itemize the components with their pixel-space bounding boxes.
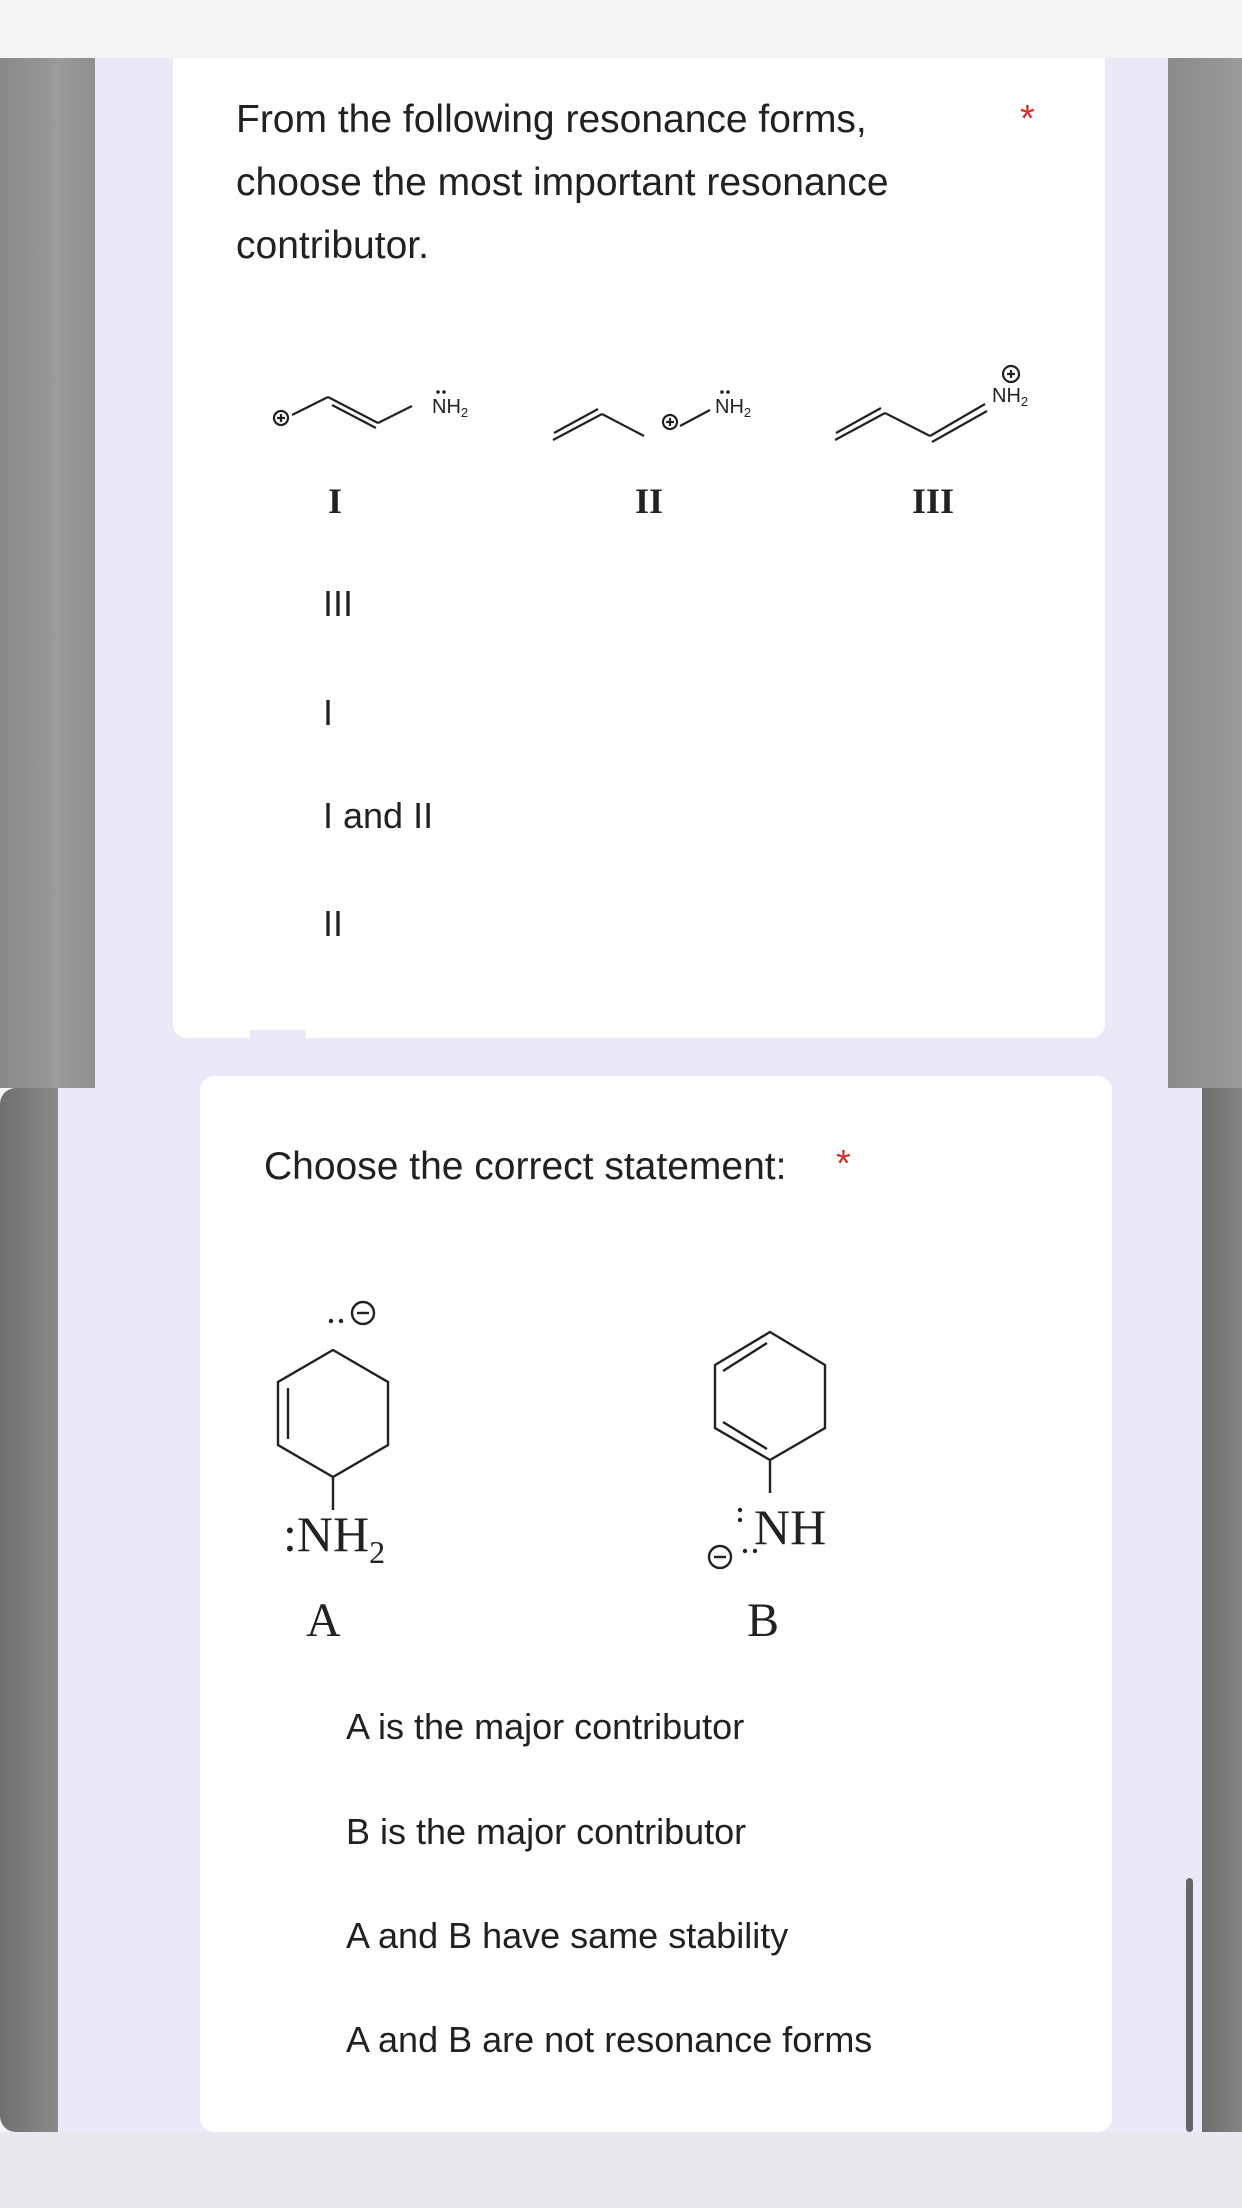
question-1-text-line-2: choose the most important resonance xyxy=(236,161,889,204)
structure-ii xyxy=(553,409,710,440)
structure-label-i: I xyxy=(328,481,343,521)
right-gutter xyxy=(1202,1088,1242,2132)
structure-label-a: A xyxy=(306,1594,341,1647)
question-2-text: Choose the correct statement: xyxy=(264,1145,787,1188)
q1-option-ii[interactable]: II xyxy=(323,903,344,944)
left-gutter xyxy=(0,1088,58,2132)
structure-a-ring xyxy=(278,1302,388,1510)
question-1-text-line-1: From the following resonance forms, xyxy=(236,98,867,141)
required-asterisk: * xyxy=(1020,98,1035,140)
q2-option-not-resonance[interactable]: A and B are not resonance forms xyxy=(346,2019,873,2060)
q1-option-i-and-ii[interactable]: I and II xyxy=(323,795,434,836)
structure-a-subscript: 2 xyxy=(369,1534,386,1570)
nh2-label-i: $NH_2$ xyxy=(432,396,469,420)
nh2-label-ii: $NH_2$ xyxy=(715,396,752,420)
structure-i xyxy=(274,397,412,428)
q1-option-i[interactable]: I xyxy=(323,692,334,733)
bottom-strip xyxy=(0,2132,1242,2208)
required-asterisk: * xyxy=(836,1143,851,1185)
nh2-label-iii: $NH_2$ xyxy=(992,385,1029,409)
q1-option-iii[interactable]: III xyxy=(323,583,354,624)
right-gutter xyxy=(1168,58,1242,1088)
scrollbar[interactable] xyxy=(1186,1878,1193,2132)
structure-b-amine: NH xyxy=(754,1499,827,1555)
structure-label-ii: II xyxy=(635,481,664,521)
structure-label-iii: III xyxy=(912,481,955,521)
q2-option-same-stability[interactable]: A and B have same stability xyxy=(346,1915,789,1956)
q2-option-b-major[interactable]: B is the major contributor xyxy=(346,1811,747,1852)
structure-a-amine-text: :NH xyxy=(283,1506,370,1562)
left-gutter xyxy=(0,58,95,1088)
q2-option-a-major[interactable]: A is the major contributor xyxy=(346,1706,745,1747)
structure-a-amine xyxy=(283,1505,386,1570)
question-1-text-line-3: contributor. xyxy=(236,224,429,267)
structure-label-b: B xyxy=(747,1594,780,1647)
